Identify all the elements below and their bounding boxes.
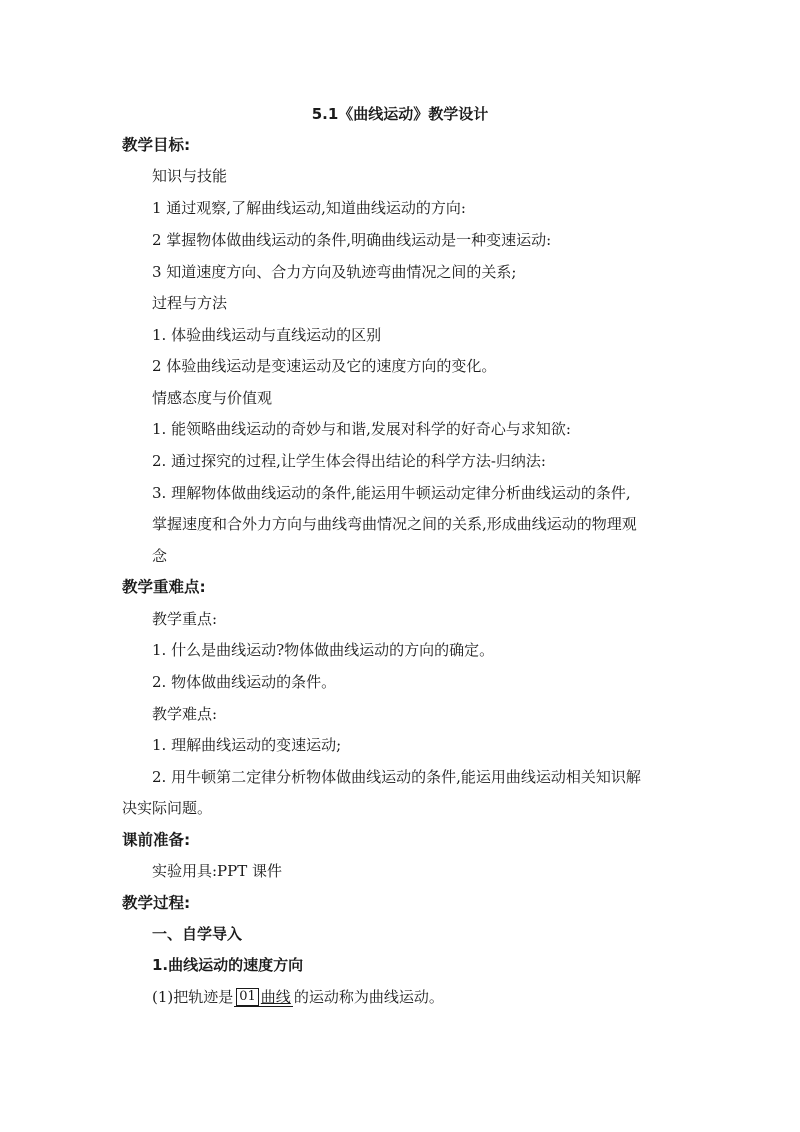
document-title: 5.1《曲线运动》教学设计 bbox=[311, 105, 489, 123]
emotion-item-3: 3. 理解物体做曲线运动的条件,能运用牛顿运动定律分析曲线运动的条件, bbox=[152, 484, 631, 502]
emotion-item-3-end: 念 bbox=[152, 547, 168, 565]
subsection-velocity-direction: 1.曲线运动的速度方向 bbox=[152, 956, 304, 974]
answer-number-box: 01 bbox=[236, 988, 259, 1006]
focus-item-1: 1. 什么是曲线运动?物体做曲线运动的方向的确定。 bbox=[152, 641, 495, 659]
heading-preparation: 课前准备: bbox=[122, 831, 191, 849]
difficulty-item-2-cont: 决实际问题。 bbox=[122, 799, 213, 817]
heading-key-points: 教学重难点: bbox=[122, 578, 206, 596]
question-1 bbox=[152, 987, 444, 1007]
emotion-item-2: 2. 通过探究的过程,让学生体会得出结论的科学方法-归纳法: bbox=[152, 452, 546, 470]
knowledge-item-3: 3 知道速度方向、合力方向及轨迹弯曲情况之间的关系; bbox=[152, 263, 517, 281]
emotion-item-1: 1. 能领略曲线运动的奇妙与和谐,发展对科学的好奇心与求知欲: bbox=[152, 420, 571, 438]
emotion-item-3-cont: 掌握速度和合外力方向与曲线弯曲情况之间的关系,形成曲线运动的物理观 bbox=[152, 515, 637, 533]
difficulty-item-2: 2. 用牛顿第二定律分析物体做曲线运动的条件,能运用曲线运动相关知识解 bbox=[152, 768, 641, 786]
process-item-1: 1. 体验曲线运动与直线运动的区别 bbox=[152, 326, 382, 344]
preparation-text: 实验用具:PPT 课件 bbox=[152, 862, 283, 880]
question-1-suffix: 的运动称为曲线运动。 bbox=[293, 988, 444, 1006]
section-self-study: 一、自学导入 bbox=[152, 925, 243, 943]
heading-objectives: 教学目标: bbox=[122, 136, 191, 154]
subheading-knowledge: 知识与技能 bbox=[152, 167, 228, 185]
difficulty-item-1: 1. 理解曲线运动的变速运动; bbox=[152, 736, 342, 754]
question-1-prefix: (1)把轨迹是 bbox=[152, 988, 234, 1006]
knowledge-item-2: 2 掌握物体做曲线运动的条件,明确曲线运动是一种变速运动: bbox=[152, 231, 552, 249]
subheading-focus: 教学重点: bbox=[152, 610, 218, 628]
subheading-process: 过程与方法 bbox=[152, 294, 228, 312]
process-item-2: 2 体验曲线运动是变速运动及它的速度方向的变化。 bbox=[152, 357, 497, 375]
subheading-emotion: 情感态度与价值观 bbox=[152, 389, 273, 407]
answer-blank bbox=[234, 988, 293, 1007]
knowledge-item-1: 1 通过观察,了解曲线运动,知道曲线运动的方向: bbox=[152, 199, 466, 217]
heading-teaching-process: 教学过程: bbox=[122, 894, 191, 912]
focus-item-2: 2. 物体做曲线运动的条件。 bbox=[152, 673, 337, 691]
subheading-difficulty: 教学难点: bbox=[152, 705, 218, 723]
answer-text: 曲线 bbox=[260, 988, 291, 1006]
